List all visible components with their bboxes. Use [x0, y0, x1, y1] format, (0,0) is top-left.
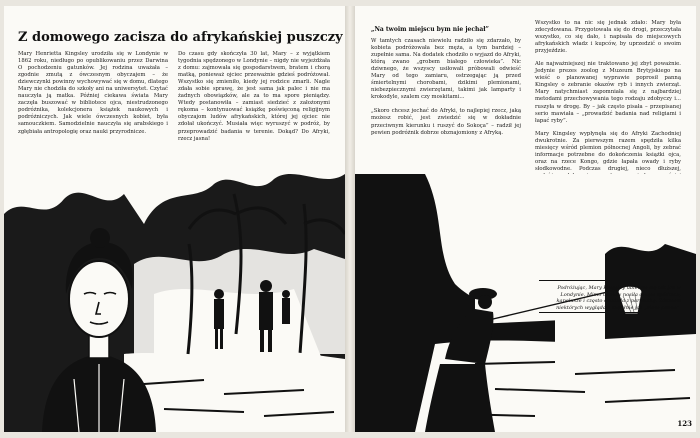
left-page-column-1: [18, 51, 168, 136]
right-page-paragraph-5: Mary Kingsley wypłynęła się do Afryki Zachodniej dwukrotnie. Za pierwszym razem spędziła kilka miesięcy wśród plemion północnej Angoli, by zebrać informacje potrzebne do dokończenia książki ojca, oraz na rzece Kongo, gdzie łapała owady i ryby słodkowodne. Podczas drugiej, nieco dłuższej,: [535, 130, 681, 172]
left-page: [4, 6, 345, 432]
left-page-column-2: [178, 51, 330, 143]
left-page-paragraph-2: Do czasu gdy skończyła 30 lat, Mary – z wyjątkiem tygodnia spędzonego w Londynie – nigdy nie wyjeżdżała z domu: zajmowała się gospodarstwem, bratem i chorą matką, ponieważ ojciec przeważnie gdzieś podróżował. Wszystko się zmieniło, kiedy jej rodzice zmarli. Nagle zdała sobie sprawę, że jest sama jak palec i nie ma żadnych obowiązków, ale za to ma spore pieniądzy. Wtedy postanowiła – zamiast siedzieć z założonymi rękoma – kontynuować książkę poświęconą religijnym obyczajom ludów afrykańskich, której jej ojciec nie zdołał ukończyć. Musiała więc wyruszyć w podróż, by przeprowadzić badania w terenie. Dokąd? Do Afryki, rzecz jasna!: [178, 51, 330, 142]
chapter-title: Z domowego zacisza do afrykańskiej puszczy: [18, 30, 343, 45]
book-gutter: [345, 6, 355, 432]
right-page-paragraph-4: Ale najważniejszej nie traktowano jej zbyt poważnie. Jedynie prezes zoolog z Muzeum Brytyjskiego na wieść o planowanej wyprawie poprosił panną Kingsley o zebranie okazów ryb i innych zwierząt. Mary natychmiast zapomniała się z najbardziej metodami przechowywania tego rodzaju zdobyczy i... ruszyła w drogę. By – jak często pisała – przepisanej serio mawiała – „prowadzić badania nad religiami i łapać ryby”.: [535, 61, 681, 124]
page-number: 123: [677, 419, 692, 428]
illustration-caption: Podróżując, Mary Kingsley ubierała się tak jak w Londynie. Mimo upałów nosiła długie spódnice, kapelusze i często chodziła z parasolką. Zdaniem niektórych wyglądała zupełnie jak „stara panna”.: [556, 285, 681, 311]
illustration-portrait-jungle: [4, 154, 345, 432]
right-page: [355, 6, 696, 432]
right-page-paragraph-1: W tamtych czasach niewielu radziło się zdarzało, by kobieta podróżowała bez męża, a tym bardziej – zupełnie sama. Na dodatek chodziło o wyjazd do Afryki, którą zwano „grobem białego człowieka”. Nic dziwnego, że wszyscy usiłowali próbowali odwieść Mary od tego zamiaru, ostrzegając ją przed śmiertelnymi chorobami, dzikimi plemionami, niebezpiecznymi zwierzętami, takimi jak lamparty i krokodyle, szalem czy moskitami...: [371, 38, 521, 101]
right-page-paragraph-2: „Skoro chcesz jechać do Afryki, to najlepiej rzecz, jaką możesz robić, jest zwiedzić się w dokładnie przeciwnym kierunku i ruszyć do Sokoça” – radził jej pewien podróżnik dobrze obznajomiony z Afryką.: [371, 108, 521, 136]
caption-rule-top: [539, 280, 681, 281]
right-page-column-1: [371, 38, 521, 137]
left-page-paragraph-1: Mary Henrietta Kingsley urodziła się w Londynie w 1862 roku, niedługo po opublikowaniu przez Darwina O pochodzeniu gatunków. Jej rodzina uważała – zgodnie zmutą z ówczesnym obyczajem – że dziewczynki powinny wychowywać się w domu, dlatego Mary nie chodziła do szkoły ani na uniwersytet. Czytać nauczyła ją matka. Później ciekawa świata Mary zaczęła buszować w bibliotece ojca, niestrudzonego podróżnika, kolekcjonera książek naukowych i podróżniczych. Jak wiele ówczesnych kobiet, była samouczkiem. Samodzielnie nauczyła się arabskiego i zgłębiała antropologię oraz nauki przyrodnicze.: [18, 51, 168, 135]
caption-rule-bottom: [539, 312, 681, 313]
right-page-paragraph-3: Wszystko to na nic się jednak zdało: Mary była zdecydowana. Przygotowała się do drogi, przeczytała wszystko, co się dało, i napisała do miejscowych afrykańskich władz i kupców, by uprzedzić o swoim przyjeździe.: [535, 20, 681, 55]
section-heading: „Na twoim miejscu bym nie jechał”: [371, 26, 489, 33]
